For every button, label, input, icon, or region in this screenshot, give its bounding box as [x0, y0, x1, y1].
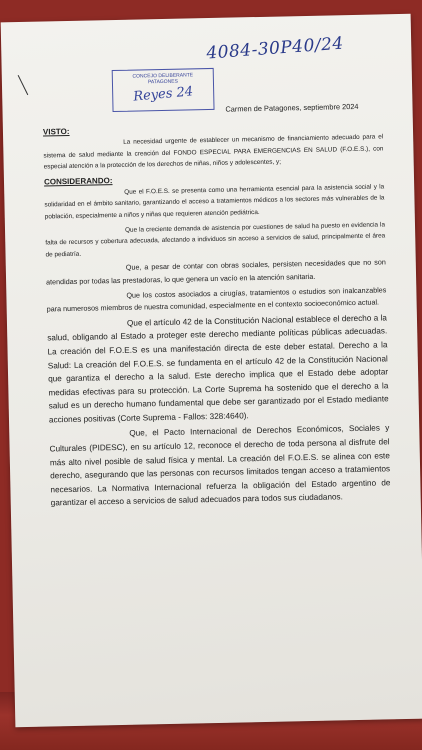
reception-stamp [112, 68, 215, 112]
visto-text: La necesidad urgente de establecer un mecanismo de financiamiento adecuado para el sistema de salud mediante la creación del FONDO ESPECIAL PARA EMERGENCIAS EN SALUD (F.O.E.S.), con especial atención a la protección de los derechos de niñas, niños y adolescentes, y; [43, 133, 384, 171]
document-page [1, 14, 422, 727]
considerando-heading: CONSIDERANDO: [43, 175, 113, 187]
considerando-paragraph-4: Que los costos asociados a cirugías, tratamientos o estudios son inalcanzables para numerosos miembros de nuestra comunidad, especialmente en el contexto socioeconómico actual. [46, 284, 387, 314]
considerando-paragraph-6: Que, el Pacto Internacional de Derechos Económicos, Sociales y Culturales (PIDESC), en su artículo 12, reconoce el derecho de toda persona al disfrute del más alto nivel posible de salud física y mental. La creación del F.O.E.S. se alinea con este derecho, asegurando que las personas con recursos limitados tengan acceso a tratamientos necesarios. La Normativa Internacional refuerza la obligación del Estado argentino de garantizar el acceso a servicios de salud adecuados para todos sus ciudadanos. [49, 423, 391, 508]
stamp-signature: Reyes 24 [132, 84, 194, 105]
stamp-line-2: PATAGONES [147, 78, 179, 86]
considerando-paragraph-3: Que, a pesar de contar con obras sociales, persisten necesidades que no son atendidas por todas las prestadoras, lo que genera un vacío en la atención sanitaria. [46, 257, 386, 287]
stamp-line-1: CONCEJO DELIBERANTE [132, 72, 194, 80]
document-body [43, 116, 391, 512]
handwritten-file-number: 4084-30P40/24 [205, 33, 345, 64]
place-date: Carmen de Patagones, septiembre 2024 [225, 101, 359, 114]
visto-heading: VISTO: [42, 126, 70, 137]
considerando-paragraph-2: Que la creciente demanda de asistencia por cuestiones de salud ha puesto en evidencia la falta de recursos y cobertura adecuada, afectando a individuos sin acceso a servicios de salud, principalmente el área de pediatría. [45, 220, 386, 259]
considerando-paragraph-1: Que el F.O.E.S. se presenta como una herramienta esencial para la asistencia social y la solidaridad en el ámbito sanitario, garantizando el acceso a tratamientos médicos a los sectores más vulnerables de la población, especialmente a niños y niñas que requieren atención pediátrica. [44, 183, 385, 221]
considerando-paragraph-5: Que el artículo 42 de la Constitución Nacional establece el derecho a la salud, obligando al Estado a proteger este derecho mediante políticas públicas adecuadas. La creación del F.O.E.S es una manifestación directa de este deber estatal. Derecho a la Salud: La creación del F.O.E.S. se fundamenta en el artículo 42 de la Constitución Nacional que garantiza el derecho a la salud. Este derecho implica que el Estado debe adoptar medidas efectivas para su protección. La Corte Suprema ha sostenido que el derecho a la salud es un derecho humano fundamental que debe ser garantizado por el Estado mediante acciones positivas (Corte Suprema - Fallos: 328:4640). [47, 313, 389, 425]
pen-mark [18, 71, 38, 96]
